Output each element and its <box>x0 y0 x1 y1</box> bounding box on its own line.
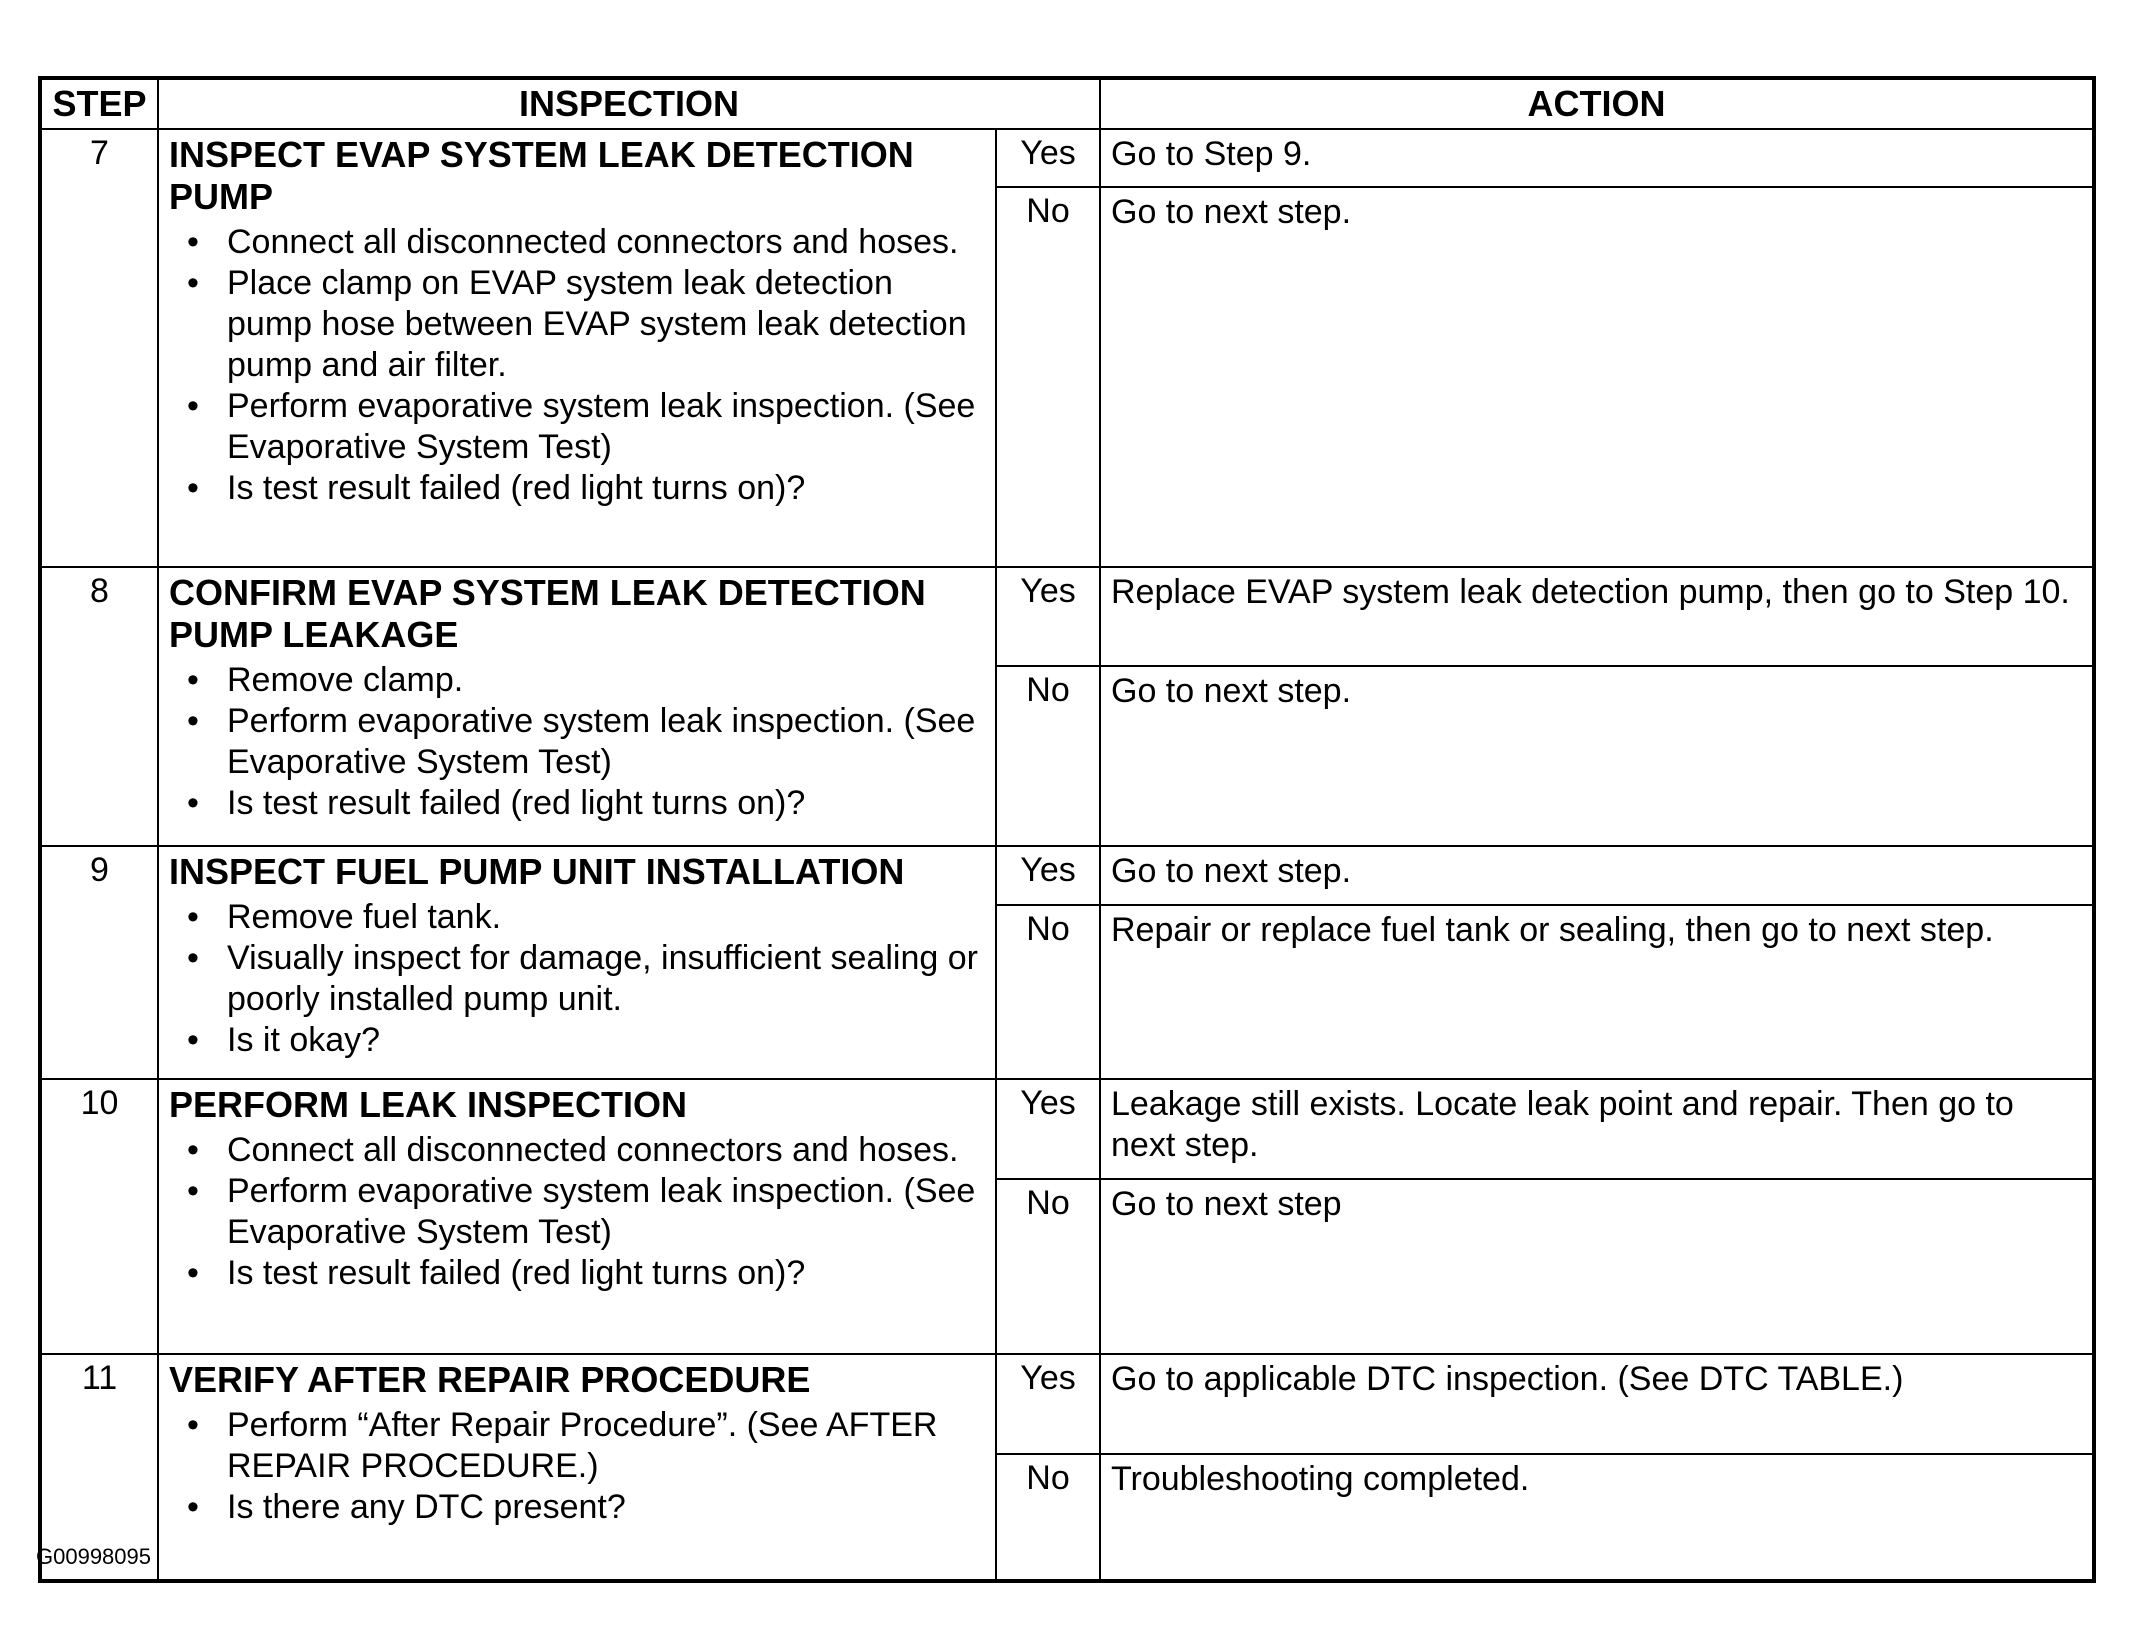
inspection-bullet: • Visually inspect for damage, insufficient sealing or poorly installed pump unit. <box>227 938 981 1020</box>
inspection-title: INSPECT FUEL PUMP UNIT INSTALLATION <box>169 851 905 892</box>
inspection-bullets <box>169 222 981 509</box>
no-label: No <box>996 905 1100 1079</box>
yes-label: Yes <box>996 129 1100 187</box>
inspection-bullets <box>169 660 981 824</box>
inspection-bullets <box>169 1405 981 1528</box>
inspection-bullet: • Perform evaporative system leak inspection. (See Evaporative System Test) <box>227 386 981 468</box>
step-number: 8 <box>40 567 158 846</box>
no-label: No <box>996 1179 1100 1354</box>
inspection-title: PERFORM LEAK INSPECTION <box>169 1084 688 1125</box>
no-label: No <box>996 1454 1100 1581</box>
no-action: Troubleshooting completed. <box>1100 1454 2094 1581</box>
inspection-cell <box>158 129 996 567</box>
inspection-bullet: • Is test result failed (red light turns on)? <box>227 783 981 824</box>
figure-id: G00998095 <box>36 1544 151 1569</box>
inspection-bullet: • Is test result failed (red light turns on)? <box>227 468 981 509</box>
inspection-bullet: • Connect all disconnected connectors and hoses. <box>227 222 981 263</box>
inspection-bullet: • Place clamp on EVAP system leak detection pump hose between EVAP system leak detection pump and air filter. <box>227 263 981 386</box>
inspection-bullets <box>169 897 981 1061</box>
table-body <box>40 129 2094 1581</box>
yes-action: Replace EVAP system leak detection pump, then go to Step 10. <box>1100 567 2094 666</box>
inspection-title: INSPECT EVAP SYSTEM LEAK DETECTION PUMP <box>169 134 914 217</box>
no-action: Go to next step <box>1100 1179 2094 1354</box>
no-label: No <box>996 187 1100 567</box>
yes-label: Yes <box>996 1354 1100 1454</box>
yes-action: Leakage still exists. Locate leak point and repair. Then go to next step. <box>1100 1079 2094 1179</box>
inspection-title: CONFIRM EVAP SYSTEM LEAK DETECTION PUMP LEAKAGE <box>169 572 926 655</box>
inspection-title: VERIFY AFTER REPAIR PROCEDURE <box>169 1359 811 1400</box>
yes-label: Yes <box>996 846 1100 905</box>
no-label: No <box>996 666 1100 846</box>
troubleshooting-table <box>38 76 2096 1583</box>
table-row <box>40 1354 2094 1454</box>
table-row <box>40 567 2094 666</box>
no-action: Go to next step. <box>1100 666 2094 846</box>
inspection-bullet: • Perform evaporative system leak inspection. (See Evaporative System Test) <box>227 701 981 783</box>
table-row <box>40 129 2094 187</box>
inspection-bullet: • Connect all disconnected connectors and hoses. <box>227 1130 981 1171</box>
yes-action: Go to next step. <box>1100 846 2094 905</box>
action-header: ACTION <box>1100 78 2094 129</box>
inspection-cell <box>158 567 996 846</box>
yes-label: Yes <box>996 1079 1100 1179</box>
yes-label: Yes <box>996 567 1100 666</box>
inspection-bullets <box>169 1130 981 1294</box>
inspection-cell <box>158 1354 996 1581</box>
no-action: Go to next step. <box>1100 187 2094 567</box>
table-row <box>40 1079 2094 1179</box>
inspection-bullet: • Is there any DTC present? <box>227 1487 981 1528</box>
yes-action: Go to applicable DTC inspection. (See DTC TABLE.) <box>1100 1354 2094 1454</box>
inspection-bullet: • Is test result failed (red light turns on)? <box>227 1253 981 1294</box>
step-number: 7 <box>40 129 158 567</box>
yes-action: Go to Step 9. <box>1100 129 2094 187</box>
step-number: 9 <box>40 846 158 1079</box>
inspection-bullet: • Remove fuel tank. <box>227 897 981 938</box>
inspection-bullet: • Perform “After Repair Procedure”. (See AFTER REPAIR PROCEDURE.) <box>227 1405 981 1487</box>
no-action: Repair or replace fuel tank or sealing, then go to next step. <box>1100 905 2094 1079</box>
inspection-header: INSPECTION <box>158 78 1100 129</box>
inspection-bullet: • Remove clamp. <box>227 660 981 701</box>
inspection-cell <box>158 1079 996 1354</box>
step-number: 11 <box>40 1354 158 1581</box>
step-header: STEP <box>40 78 158 129</box>
step-number: 10 <box>40 1079 158 1354</box>
table-row <box>40 846 2094 905</box>
header-row <box>40 78 2094 129</box>
inspection-cell <box>158 846 996 1079</box>
inspection-bullet: • Perform evaporative system leak inspection. (See Evaporative System Test) <box>227 1171 981 1253</box>
inspection-bullet: • Is it okay? <box>227 1020 981 1061</box>
